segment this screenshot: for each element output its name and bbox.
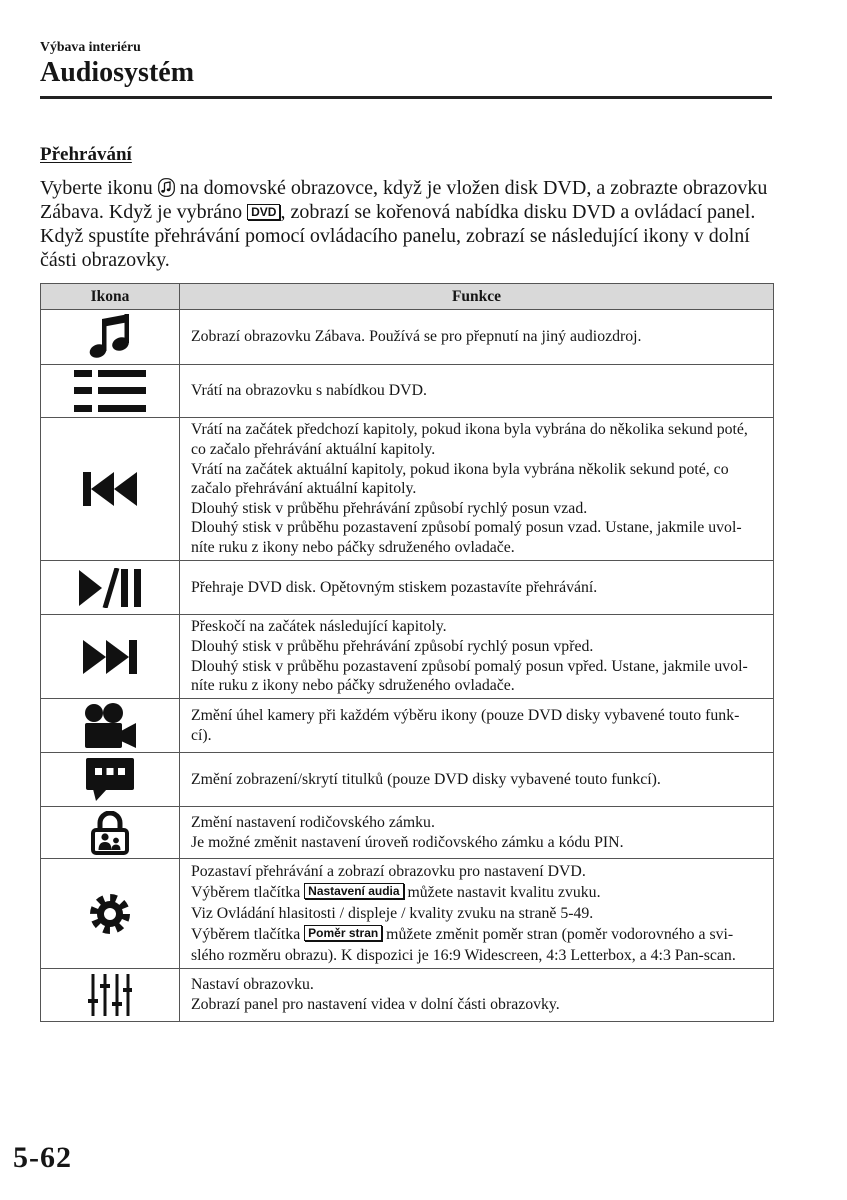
function-text: co začalo přehrávání aktuální kapitoly.: [191, 441, 436, 459]
intro-line: Když spustíte přehrávání pomocí ovládacího panelu, zobrazí se následující ikony v dolní: [40, 225, 750, 247]
page-title: Audiosystém: [40, 57, 195, 88]
intro-line: části obrazovky.: [40, 249, 170, 271]
icon-cell: [41, 969, 180, 1022]
function-cell: [180, 969, 774, 1022]
function-text: Výběrem tlačítka: [191, 926, 301, 943]
play-pause-icon: [79, 568, 142, 608]
function-text: Dlouhý stisk v průběhu přehrávání způsobí rychlý posun vzad.: [191, 499, 588, 517]
icon-cell: [41, 365, 180, 418]
icon-cell: [41, 807, 180, 859]
camera-angle-icon: [84, 703, 136, 748]
column-header-function: Funkce: [180, 284, 774, 310]
audio-settings-button-label: Nastavení audia: [304, 883, 403, 899]
aspect-ratio-button-label: Poměr stran: [304, 925, 382, 941]
previous-chapter-icon: [83, 472, 137, 506]
settings-gear-icon: [90, 894, 130, 934]
table-row: [41, 418, 774, 561]
table-row: [41, 615, 774, 699]
icon-cell: [41, 859, 180, 969]
music-home-icon: [158, 178, 175, 197]
function-text: níte ruku z ikony nebo páčky sdruženého ovladače.: [191, 677, 515, 695]
icon-cell: [41, 615, 180, 699]
function-text: můžete změnit poměr stran (poměr vodorovného a svi-: [386, 926, 734, 943]
table-row: [41, 561, 774, 615]
function-text: Viz Ovládání hlasitosti / displeje / kvality zvuku na straně 5-49.: [191, 905, 594, 922]
function-text: Vrátí na obrazovku s nabídkou DVD.: [191, 382, 427, 400]
page-number: 5-62: [13, 1141, 72, 1174]
function-text: Změní zobrazení/skrytí titulků (pouze DVD disky vybavené touto funkcí).: [191, 770, 661, 788]
section-heading: Přehrávání: [40, 144, 132, 165]
function-text: cí).: [191, 726, 212, 744]
function-text: Nastaví obrazovku.: [191, 976, 314, 994]
table-header-row: [41, 284, 774, 310]
intro-text: na domovské obrazovce, když je vložen disk DVD, a zobrazte obrazovku: [179, 177, 768, 199]
table-row: [41, 699, 774, 753]
intro-paragraph: [40, 176, 767, 272]
function-cell: [180, 561, 774, 615]
icon-cell: [41, 310, 180, 365]
function-text-with-button: [191, 882, 765, 903]
column-header-icon: Ikona: [41, 284, 180, 310]
function-text: Vrátí na začátek předchozí kapitoly, pokud ikona byla vybrána do několika sekund poté,: [191, 421, 748, 439]
video-adjust-sliders-icon: [88, 974, 132, 1016]
intro-text: , zobrazí se kořenová nabídka disku DVD a ovládací panel.: [280, 201, 756, 223]
function-text: Zobrazí panel pro nastavení videa v dolní části obrazovky.: [191, 996, 560, 1013]
icon-cell: [41, 699, 180, 753]
function-text: Pozastaví přehrávání a zobrazí obrazovku pro nastavení DVD.: [191, 863, 586, 880]
function-cell: [180, 753, 774, 807]
icon-cell: [41, 753, 180, 807]
function-text: Přeskočí na začátek následující kapitoly.: [191, 618, 447, 636]
function-text: Vrátí na začátek aktuální kapitoly, pokud ikona byla vybrána několik sekund poté, co: [191, 460, 729, 478]
intro-text: Vyberte ikonu: [40, 177, 153, 199]
table-row: [41, 807, 774, 859]
music-note-icon: [89, 314, 131, 360]
icon-function-table: [40, 283, 774, 1022]
function-text: Dlouhý stisk v průběhu pozastavení způsobí pomalý posun vpřed. Ustane, jakmile uvol-: [191, 657, 748, 675]
function-cell: [180, 310, 774, 365]
table-row: [41, 365, 774, 418]
function-text: Dlouhý stisk v průběhu pozastavení způsobí pomalý posun vzad. Ustane, jakmile uvol-: [191, 519, 742, 537]
function-text: můžete nastavit kvalitu zvuku.: [407, 884, 601, 901]
function-text-with-button: [191, 924, 765, 945]
function-cell: [180, 615, 774, 699]
function-cell: [180, 859, 774, 969]
function-text: Výběrem tlačítka: [191, 884, 301, 901]
table-row: [41, 310, 774, 365]
function-text: Přehraje DVD disk. Opětovným stiskem pozastavíte přehrávání.: [191, 578, 598, 596]
dvd-menu-list-icon: [74, 370, 146, 412]
function-text: Dlouhý stisk v průběhu přehrávání způsobí rychlý posun vpřed.: [191, 637, 594, 655]
title-rule: [40, 96, 772, 99]
chapter-label: Výbava interiéru: [40, 39, 141, 54]
subtitle-icon: [86, 758, 134, 801]
function-text: Zobrazí obrazovku Zábava. Používá se pro přepnutí na jiný audiozdroj.: [191, 328, 642, 346]
intro-line: [40, 176, 767, 200]
function-text: začalo přehrávání aktuální kapitoly.: [191, 480, 417, 498]
function-cell: [180, 418, 774, 561]
table-row: [41, 859, 774, 969]
dvd-button-label: DVD: [247, 204, 280, 220]
icon-cell: [41, 418, 180, 561]
function-cell: [180, 365, 774, 418]
function-cell: [180, 699, 774, 753]
parental-lock-icon: [91, 811, 129, 855]
function-text: slého rozměru obrazu). K dispozici je 16:9 Widescreen, 4:3 Letterbox, a 4:3 Pan-scan.: [191, 947, 736, 964]
function-text: Je možné změnit nastavení úroveň rodičovského zámku a kódu PIN.: [191, 833, 624, 851]
function-text: Změní nastavení rodičovského zámku.: [191, 813, 435, 831]
function-text: níte ruku z ikony nebo páčky sdruženého ovladače.: [191, 538, 515, 556]
icon-cell: [41, 561, 180, 615]
intro-text: Zábava. Když je vybráno: [40, 201, 243, 223]
function-cell: [180, 807, 774, 859]
next-chapter-icon: [83, 640, 137, 674]
table-row: [41, 969, 774, 1022]
table-row: [41, 753, 774, 807]
function-text: Změní úhel kamery při každém výběru ikony (pouze DVD disky vybavené touto funk-: [191, 706, 740, 724]
intro-line: [40, 200, 767, 224]
